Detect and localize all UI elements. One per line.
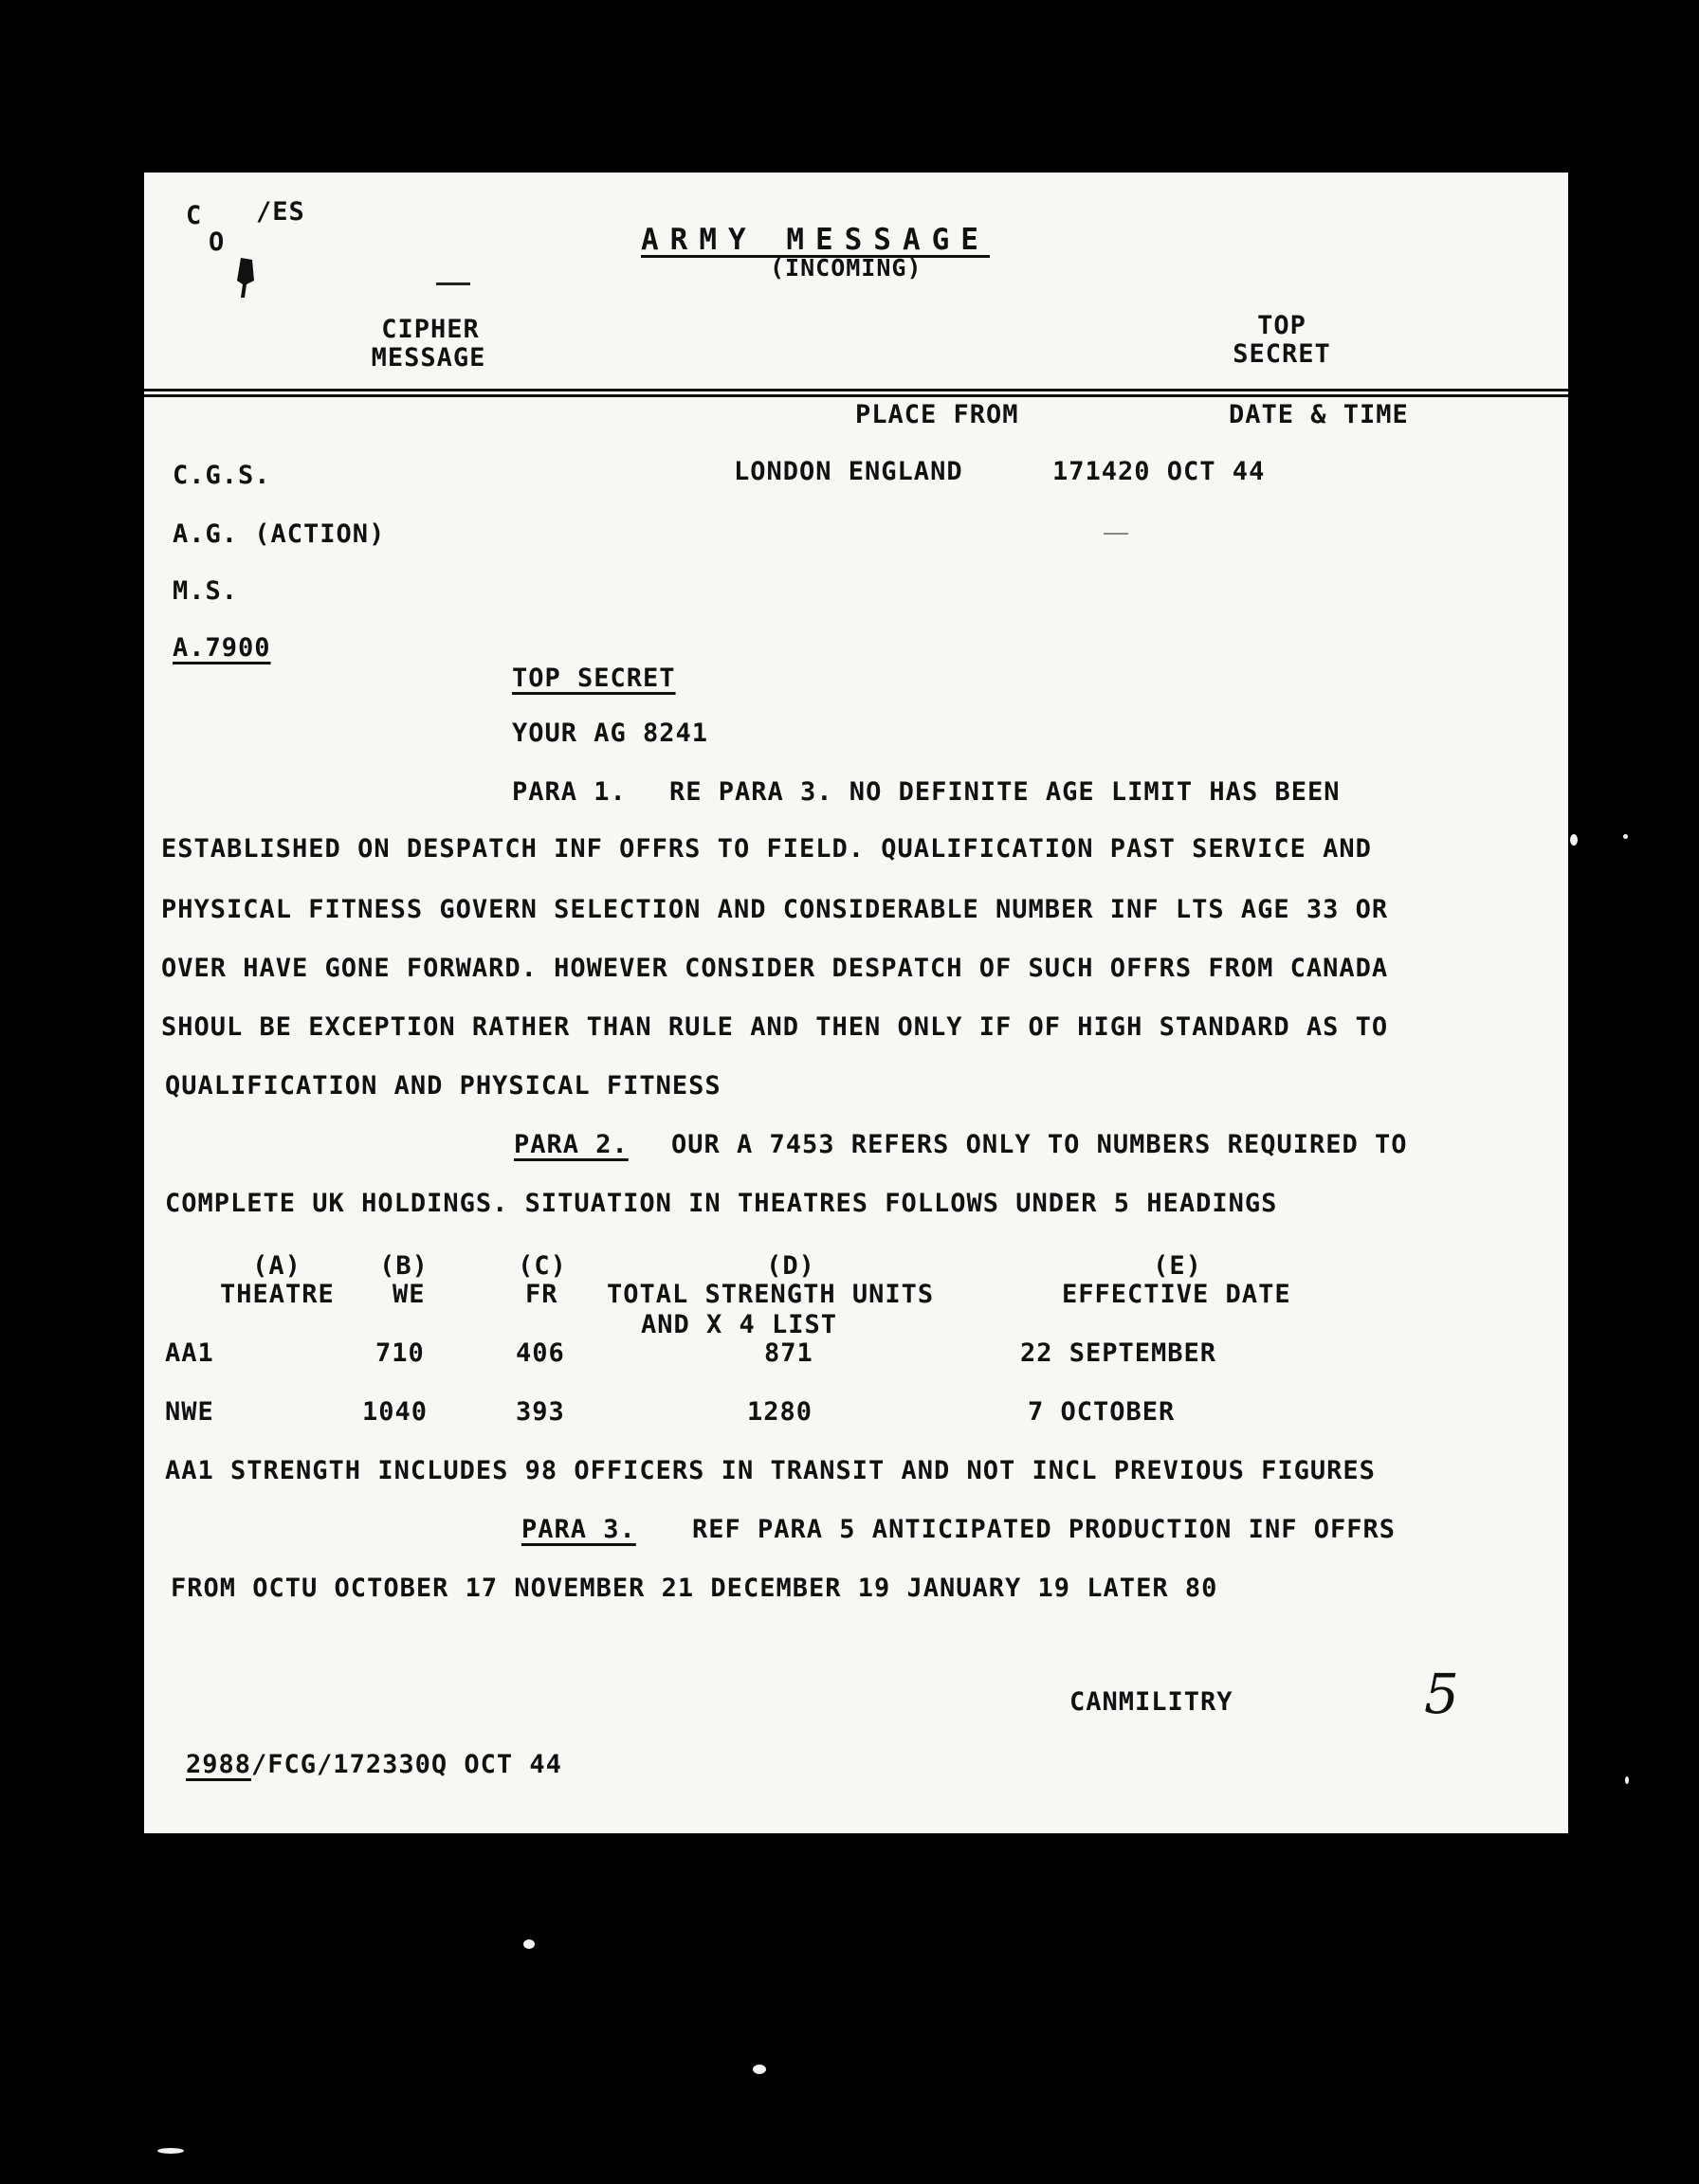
place-from-label: PLACE FROM	[855, 400, 1019, 429]
corner-mark-o: O	[209, 228, 226, 257]
addressee-ms: M.S.	[173, 576, 239, 606]
para2-label: PARA 2.	[514, 1130, 629, 1159]
scan-speck	[1625, 1776, 1629, 1784]
cipher-line-2: MESSAGE	[371, 343, 486, 373]
col-header-fr: FR	[525, 1280, 558, 1309]
page-number-mark: 5	[1424, 1662, 1460, 1726]
body-classification: TOP SECRET	[512, 664, 676, 693]
cipher-line-1: CIPHER	[381, 315, 480, 344]
dash-mark	[436, 282, 470, 285]
addressee-a7900: A.7900	[173, 633, 271, 663]
para2-line-1: OUR A 7453 REFERS ONLY TO NUMBERS REQUIRED TO	[671, 1130, 1408, 1159]
row2-we: 1040	[362, 1397, 429, 1427]
col-letter-c: (C)	[518, 1251, 567, 1281]
col-header-we: WE	[393, 1280, 426, 1309]
corner-mark-c: C	[186, 201, 203, 230]
para1-line-5: SHOUL BE EXCEPTION RATHER THAN RULE AND THEN ONLY IF OF HIGH STANDARD AS TO	[161, 1012, 1389, 1042]
row2-fr: 393	[516, 1397, 565, 1427]
para1-line-3: PHYSICAL FITNESS GOVERN SELECTION AND CONSIDERABLE NUMBER INF LTS AGE 33 OR	[161, 895, 1389, 924]
message-title: ARMY MESSAGE	[641, 223, 990, 257]
para1-line-1: RE PARA 3. NO DEFINITE AGE LIMIT HAS BEEN	[669, 777, 1341, 807]
scan-speck	[1570, 834, 1578, 846]
para1-label: PARA 1.	[512, 777, 627, 807]
addressee-cgs: C.G.S.	[173, 461, 271, 490]
col-header-theatre: THEATRE	[220, 1280, 335, 1309]
col-letter-e: (E)	[1153, 1251, 1202, 1281]
header-rule	[144, 389, 1568, 391]
para2-line-2: COMPLETE UK HOLDINGS. SITUATION IN THEATRES FOLLOWS UNDER 5 HEADINGS	[165, 1189, 1278, 1218]
row1-theatre: AA1	[165, 1338, 214, 1368]
row2-theatre: NWE	[165, 1397, 214, 1427]
col-header-effective-date: EFFECTIVE DATE	[1062, 1280, 1291, 1309]
scan-speck	[753, 2065, 766, 2074]
para1-line-2: ESTABLISHED ON DESPATCH INF OFFRS TO FIELD. QUALIFICATION PAST SERVICE AND	[161, 834, 1372, 864]
row1-fr: 406	[516, 1338, 565, 1368]
scan-speck	[157, 2148, 184, 2154]
date-time-label: DATE & TIME	[1229, 400, 1409, 429]
footer-ref-rest: /FCG/172330Q OCT 44	[251, 1750, 562, 1779]
para3-line-1: REF PARA 5 ANTICIPATED PRODUCTION INF OFFRS	[692, 1515, 1396, 1544]
origin-date-time: 171420 OCT 44	[1052, 457, 1266, 486]
classification-line-2: SECRET	[1233, 339, 1331, 369]
row1-total: 871	[764, 1338, 813, 1368]
col-letter-d: (D)	[766, 1251, 815, 1281]
message-sheet	[144, 173, 1568, 1833]
header-rule-2	[144, 394, 1568, 397]
origin-place: LONDON ENGLAND	[734, 457, 963, 486]
col-letter-b: (B)	[379, 1251, 429, 1281]
col-letter-a: (A)	[252, 1251, 301, 1281]
ink-blot-icon	[231, 256, 260, 300]
para3-line-2: FROM OCTU OCTOBER 17 NOVEMBER 21 DECEMBER 19 JANUARY 19 LATER 80	[171, 1574, 1218, 1603]
sender-signature: CANMILITRY	[1069, 1687, 1233, 1717]
message-subtitle: (INCOMING)	[770, 254, 923, 282]
stray-mark	[1104, 533, 1128, 535]
corner-mark-es: /ES	[256, 197, 305, 227]
row2-date: 7 OCTOBER	[1028, 1397, 1176, 1427]
scan-speck	[523, 1939, 535, 1949]
body-reference: YOUR AG 8241	[512, 719, 709, 748]
footer-reference	[186, 1752, 562, 1777]
addressee-ag: A.G. (ACTION)	[173, 519, 386, 549]
col-header-total-strength: TOTAL STRENGTH UNITS	[607, 1280, 935, 1309]
row2-total: 1280	[747, 1397, 813, 1427]
para1-line-6: QUALIFICATION AND PHYSICAL FITNESS	[165, 1071, 722, 1101]
row1-we: 710	[375, 1338, 425, 1368]
scan-speck	[1623, 834, 1628, 839]
footer-ref-number: 2988	[186, 1750, 252, 1779]
row1-date: 22 SEPTEMBER	[1020, 1338, 1217, 1368]
strength-note: AA1 STRENGTH INCLUDES 98 OFFICERS IN TRANSIT AND NOT INCL PREVIOUS FIGURES	[165, 1456, 1376, 1485]
classification-line-1: TOP	[1257, 311, 1306, 340]
col-header-total-strength-line2: AND X 4 LIST	[641, 1310, 838, 1339]
para3-label: PARA 3.	[521, 1515, 636, 1544]
para1-line-4: OVER HAVE GONE FORWARD. HOWEVER CONSIDER DESPATCH OF SUCH OFFRS FROM CANADA	[161, 954, 1389, 983]
